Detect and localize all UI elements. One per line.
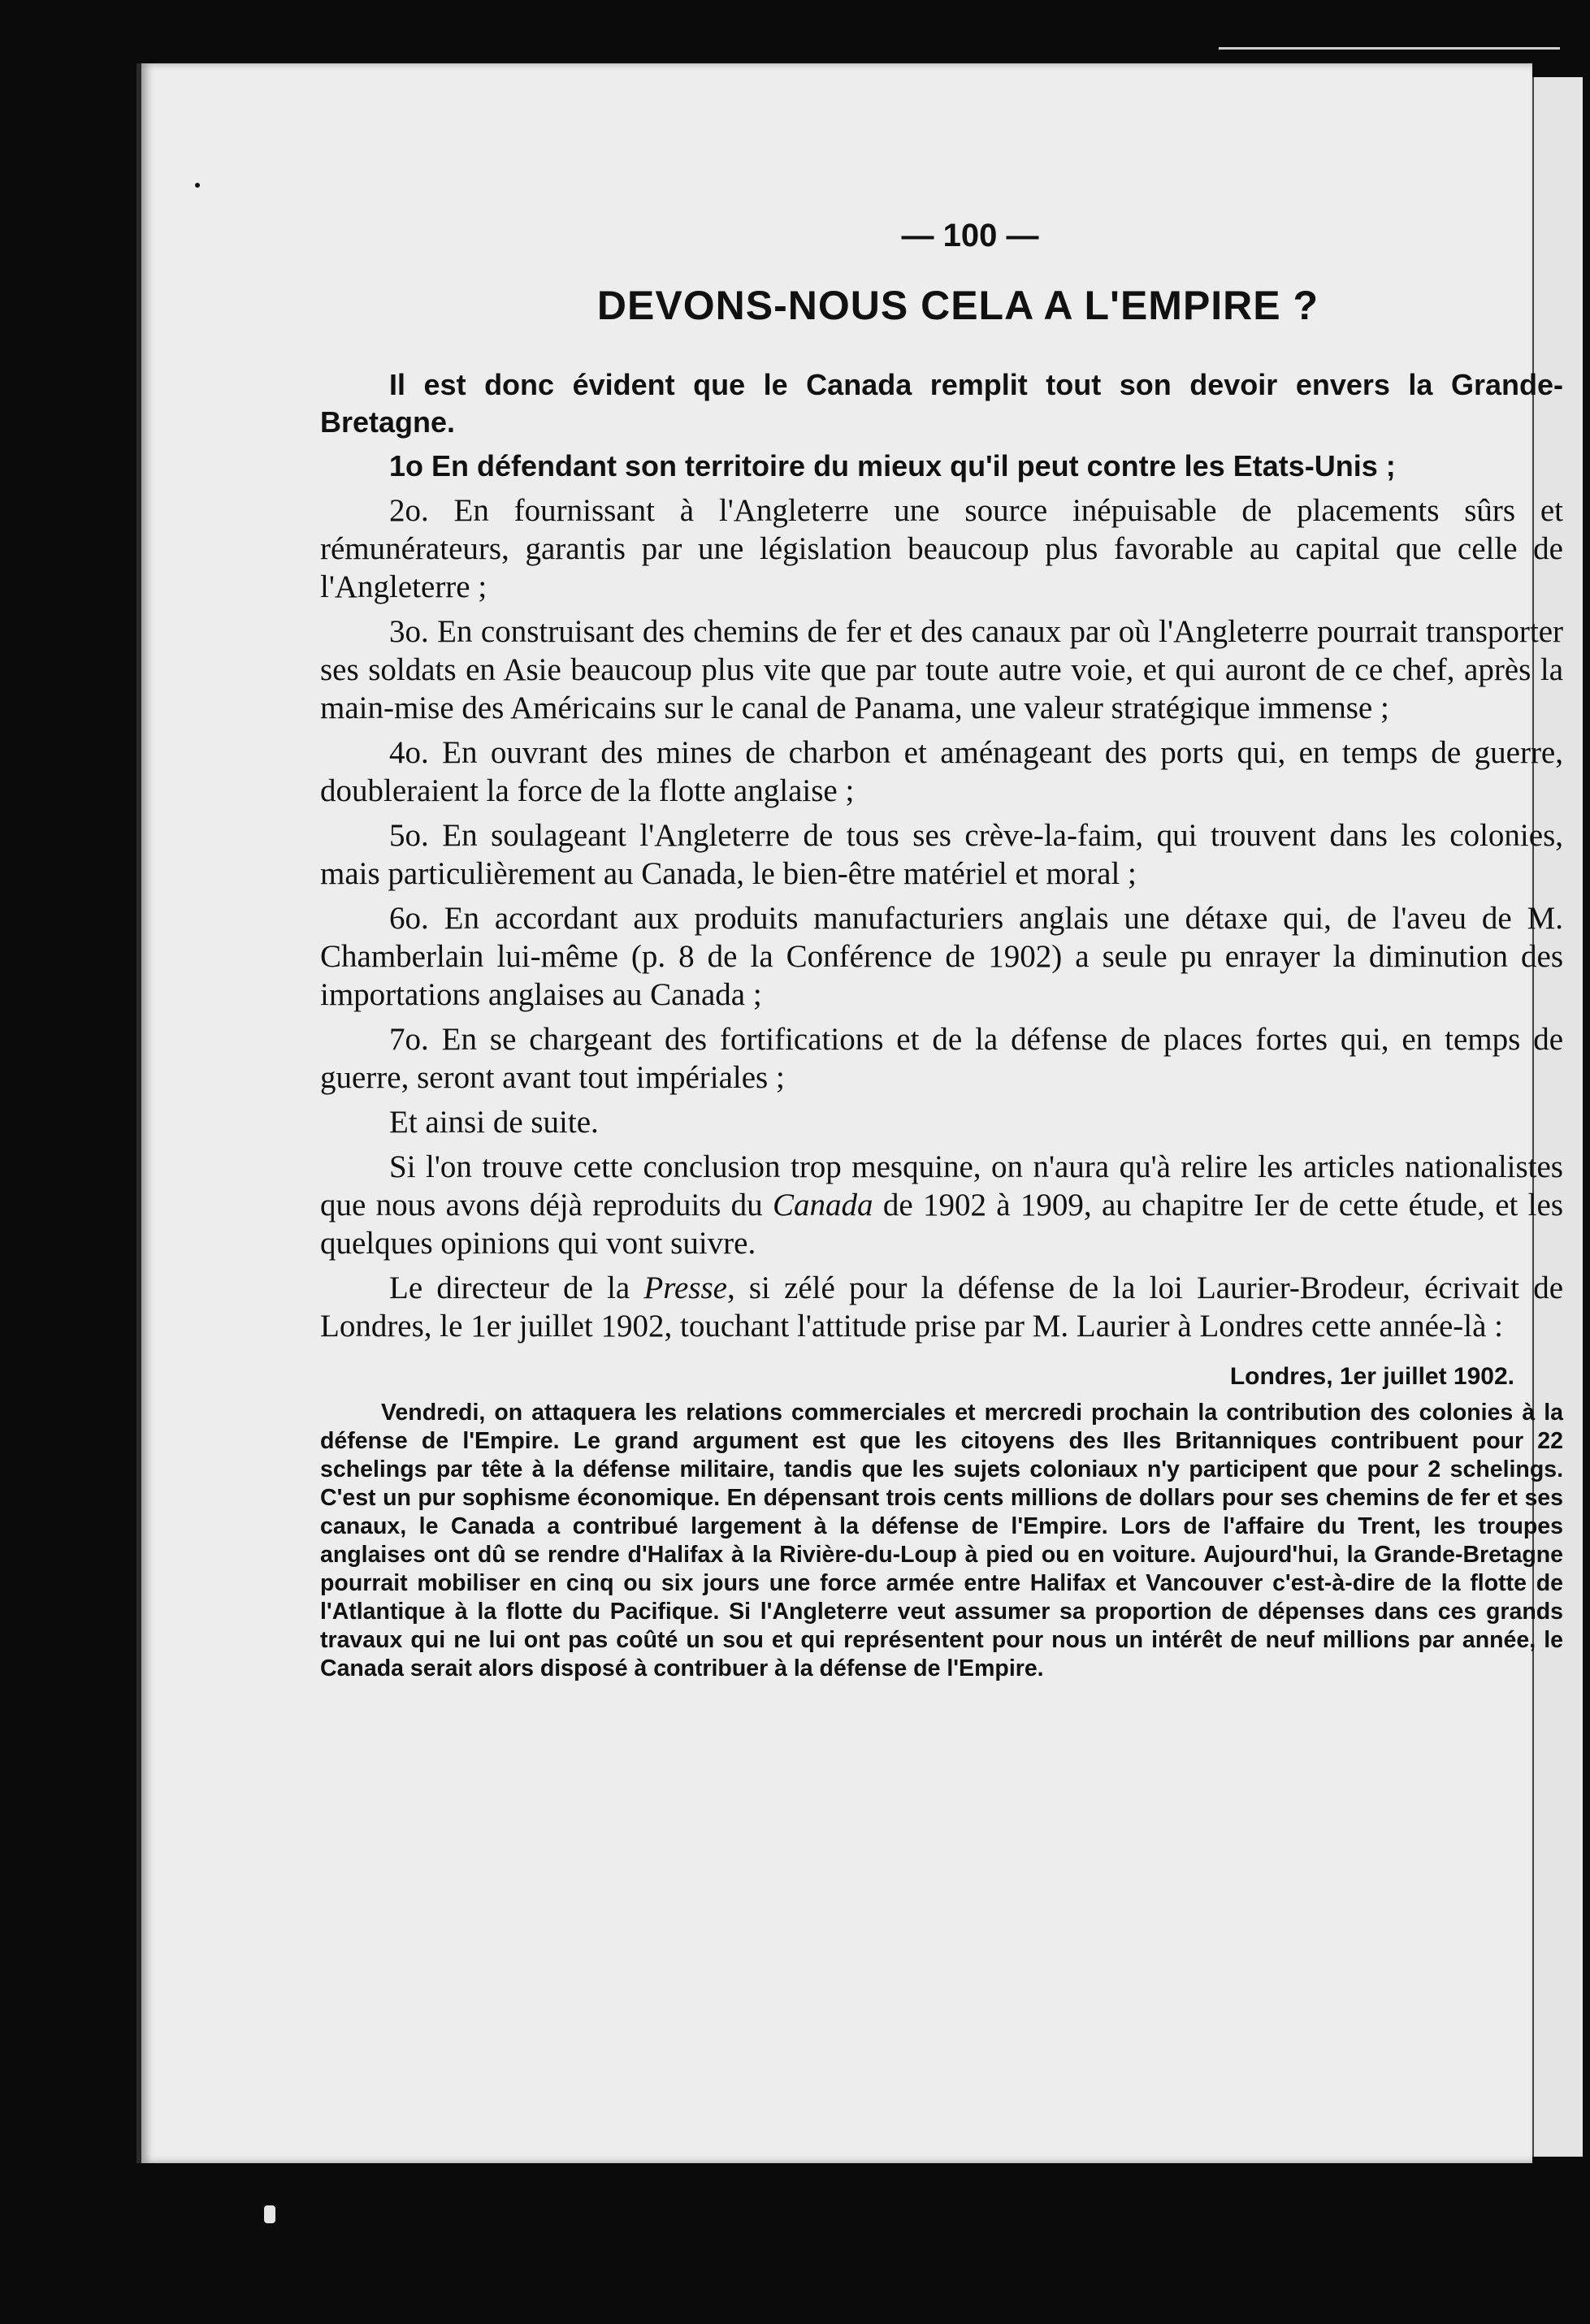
- newspaper-name-canada: Canada: [773, 1188, 873, 1223]
- quoted-article: Vendredi, on attaquera les relations commerciales et mercredi prochain la contribution des colonies à la défense de l'Empire. Le grand argument est que les citoyens des Iles Britanniques contribuent pour 22 schelings par tête à la défense militaire, tandis que les sujets coloniaux n'y participent que pour 2 schelings. C'est un pur sophisme économique. En dépensant trois cents millions de dollars pour ses chemins de fer et ses canaux, le Canada a contribué largement à la défense de l'Empire. Lors de l'affaire du Trent, les troupes anglaises ont dû se rendre d'Halifax à la Rivière-du-Loup à pied ou en voiture. Aujourd'hui, la Grande-Bretagne pourrait mobiliser en cinq ou six jours une force armée entre Halifax et Vancouver c'est-à-dire de la flotte de l'Atlantique à la flotte du Pacifique. Si l'Angleterre veut assumer sa proportion de dépenses dans ces grands travaux qui ne lui ont pas coûté un sou et qui représentent pour nous un intérêt de neuf millions par année, le Canada serait alors disposé à contribuer à la défense de l'Empire.: [320, 1400, 1563, 1681]
- conclusion-text-end: de 1902 à 1909, au chapitre Ier de cette étude, et les quelques opinions qui vont suivre.: [320, 1188, 1563, 1261]
- etc-paragraph: Et ainsi de suite.: [389, 1105, 599, 1140]
- intro-paragraph: Il est donc évident que le Canada remplit tout son devoir envers la Grande-Bretagne.: [320, 368, 1563, 439]
- presse-text-start: Le directeur de la: [389, 1270, 644, 1305]
- presse-text-end: , si zélé pour la défense de la loi Laurier-Brodeur, écrivait de Londres, le 1er juillet 1902, touchant l'attitude prise par M. Laurier à Londres cette année-là :: [320, 1270, 1564, 1344]
- scan-mark: [264, 2205, 275, 2223]
- point-5-paragraph: 5o. En soulageant l'Angleterre de tous ses crève-la-faim, qui trouvent dans les colonies, mais particulièrement au Canada, le bien-être matériel et moral ;: [320, 818, 1563, 891]
- point-1-paragraph: 1o En défendant son territoire du mieux qu'il peut contre les Etats-Unis ;: [389, 449, 1396, 483]
- point-2-paragraph: 2o. En fournissant à l'Angleterre une source inépuisable de placements sûrs et rémunérateurs, garantis par une législation beaucoup plus favorable au capital que celle de l'Angleterre ;: [320, 493, 1563, 604]
- conclusion-text-start: Si l'on trouve cette conclusion trop mesquine, on n'aura qu'à relire les articles nationalistes que nous avons déjà reproduits du: [320, 1149, 1563, 1223]
- newspaper-name-presse: Presse: [643, 1270, 727, 1305]
- scan-speck: [195, 183, 200, 188]
- page-number: — 100 —: [901, 218, 1039, 253]
- page-heading: DEVONS-NOUS CELA A L'EMPIRE ?: [596, 283, 1319, 328]
- page-edge-line: [1219, 47, 1560, 50]
- point-7-paragraph: 7o. En se chargeant des fortifications et de la défense de places fortes qui, en temps de guerre, seront avant tout impériales ;: [320, 1022, 1563, 1095]
- point-4-paragraph: 4o. En ouvrant des mines de charbon et aménageant des ports qui, en temps de guerre, doubleraient la force de la flotte anglaise ;: [320, 735, 1563, 808]
- presse-paragraph: [320, 1269, 1563, 1345]
- page-content: [320, 159, 1563, 1683]
- book-page: [136, 63, 1564, 2163]
- point-3-paragraph: 3o. En construisant des chemins de fer et des canaux par où l'Angleterre pourrait transporter ses soldats en Asie beaucoup plus vite que par toute autre voie, et qui auront de ce chef, après la main-mise des Américains sur le canal de Panama, une valeur stratégique immense ;: [320, 614, 1563, 725]
- conclusion-paragraph: [320, 1148, 1563, 1262]
- point-6-paragraph: 6o. En accordant aux produits manufacturiers anglais une détaxe qui, de l'aveu de M. Chamberlain lui-même (p. 8 de la Conférence de 1902) a seule pu enrayer la diminution des importations anglaises au Canada ;: [320, 901, 1563, 1012]
- quote-dateline: Londres, 1er juillet 1902.: [1229, 1363, 1514, 1390]
